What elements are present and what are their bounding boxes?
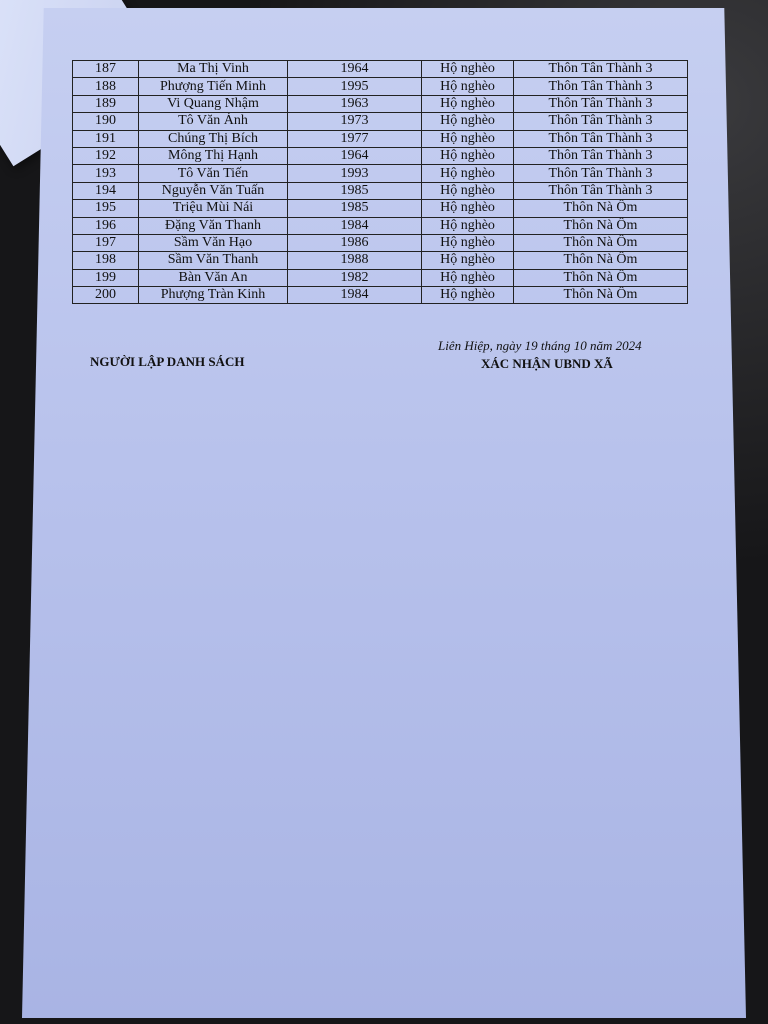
row-number-cell: 191 <box>73 130 139 147</box>
row-number-cell: 198 <box>73 252 139 269</box>
person-name-cell: Đặng Văn Thanh <box>139 217 288 234</box>
birth-year-cell: 1993 <box>288 165 422 182</box>
place-date-line: Liên Hiệp, ngày 19 tháng 10 năm 2024 <box>438 338 642 353</box>
birth-year-cell: 1986 <box>288 234 422 251</box>
row-number-cell: 196 <box>73 217 139 234</box>
person-name-cell: Sầm Văn Thanh <box>139 252 288 269</box>
hamlet-cell: Thôn Tân Thành 3 <box>514 182 688 199</box>
hamlet-cell: Thôn Nà Ổm <box>514 200 688 217</box>
birth-year-cell: 1995 <box>288 78 422 95</box>
row-number-cell: 195 <box>73 200 139 217</box>
household-type-cell: Hộ nghèo <box>422 182 514 199</box>
household-type-cell: Hộ nghèo <box>422 61 514 78</box>
row-number-cell: 188 <box>73 78 139 95</box>
birth-year-cell: 1977 <box>288 130 422 147</box>
person-name-cell: Tô Văn Tiến <box>139 165 288 182</box>
hamlet-cell: Thôn Tân Thành 3 <box>514 165 688 182</box>
table-row <box>73 234 688 251</box>
household-type-cell: Hộ nghèo <box>422 95 514 112</box>
person-name-cell: Bàn Văn An <box>139 269 288 286</box>
table-row <box>73 113 688 130</box>
table-row <box>73 95 688 112</box>
person-name-cell: Nguyễn Văn Tuấn <box>139 182 288 199</box>
household-type-cell: Hộ nghèo <box>422 252 514 269</box>
birth-year-cell: 1985 <box>288 182 422 199</box>
person-name-cell: Chúng Thị Bích <box>139 130 288 147</box>
household-type-cell: Hộ nghèo <box>422 130 514 147</box>
birth-year-cell: 1963 <box>288 95 422 112</box>
person-name-cell: Mông Thị Hạnh <box>139 147 288 164</box>
table-row <box>73 130 688 147</box>
row-number-cell: 187 <box>73 61 139 78</box>
household-type-cell: Hộ nghèo <box>422 113 514 130</box>
person-name-cell: Ma Thị Vinh <box>139 61 288 78</box>
commune-confirmation-label: XÁC NHẬN UBND XÃ <box>481 356 613 371</box>
hamlet-cell: Thôn Nà Ổm <box>514 217 688 234</box>
birth-year-cell: 1964 <box>288 61 422 78</box>
table-row <box>73 147 688 164</box>
birth-year-cell: 1964 <box>288 147 422 164</box>
household-type-cell: Hộ nghèo <box>422 234 514 251</box>
hamlet-cell: Thôn Tân Thành 3 <box>514 113 688 130</box>
hamlet-cell: Thôn Nà Ổm <box>514 269 688 286</box>
birth-year-cell: 1984 <box>288 287 422 304</box>
household-type-cell: Hộ nghèo <box>422 287 514 304</box>
birth-year-cell: 1982 <box>288 269 422 286</box>
row-number-cell: 190 <box>73 113 139 130</box>
table-body <box>73 61 688 304</box>
person-name-cell: Vi Quang Nhậm <box>139 95 288 112</box>
hamlet-cell: Thôn Tân Thành 3 <box>514 61 688 78</box>
birth-year-cell: 1984 <box>288 217 422 234</box>
person-name-cell: Sầm Văn Hạo <box>139 234 288 251</box>
person-name-cell: Phượng Tràn Kinh <box>139 287 288 304</box>
row-number-cell: 192 <box>73 147 139 164</box>
household-type-cell: Hộ nghèo <box>422 147 514 164</box>
hamlet-cell: Thôn Nà Ổm <box>514 287 688 304</box>
birth-year-cell: 1988 <box>288 252 422 269</box>
household-type-cell: Hộ nghèo <box>422 78 514 95</box>
person-name-cell: Phượng Tiến Minh <box>139 78 288 95</box>
table-row <box>73 200 688 217</box>
row-number-cell: 194 <box>73 182 139 199</box>
list-maker-label: NGƯỜI LẬP DANH SÁCH <box>90 354 245 369</box>
person-name-cell: Tô Văn Ánh <box>139 113 288 130</box>
hamlet-cell: Thôn Tân Thành 3 <box>514 130 688 147</box>
household-list-table <box>72 60 688 304</box>
table-row <box>73 78 688 95</box>
household-type-cell: Hộ nghèo <box>422 269 514 286</box>
hamlet-cell: Thôn Tân Thành 3 <box>514 78 688 95</box>
row-number-cell: 199 <box>73 269 139 286</box>
household-type-cell: Hộ nghèo <box>422 165 514 182</box>
row-number-cell: 200 <box>73 287 139 304</box>
birth-year-cell: 1985 <box>288 200 422 217</box>
hamlet-cell: Thôn Tân Thành 3 <box>514 147 688 164</box>
table-row <box>73 165 688 182</box>
table-row <box>73 269 688 286</box>
hamlet-cell: Thôn Nà Ổm <box>514 234 688 251</box>
person-name-cell: Triệu Mùi Nái <box>139 200 288 217</box>
table-row <box>73 287 688 304</box>
table-row <box>73 61 688 78</box>
hamlet-cell: Thôn Tân Thành 3 <box>514 95 688 112</box>
row-number-cell: 193 <box>73 165 139 182</box>
row-number-cell: 197 <box>73 234 139 251</box>
household-type-cell: Hộ nghèo <box>422 217 514 234</box>
table-row <box>73 217 688 234</box>
row-number-cell: 189 <box>73 95 139 112</box>
household-type-cell: Hộ nghèo <box>422 200 514 217</box>
table-row <box>73 182 688 199</box>
table-row <box>73 252 688 269</box>
hamlet-cell: Thôn Nà Ổm <box>514 252 688 269</box>
birth-year-cell: 1973 <box>288 113 422 130</box>
